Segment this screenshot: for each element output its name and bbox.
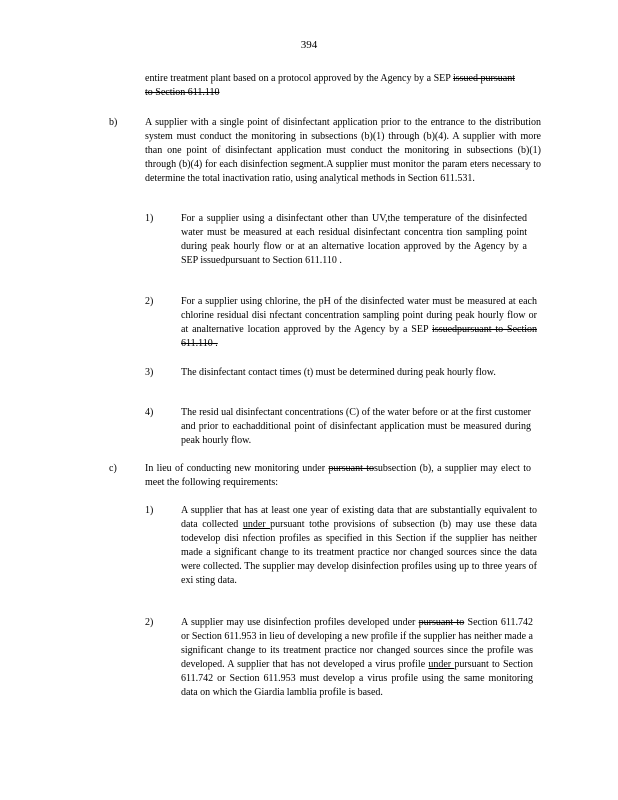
section-c-item-1-marker: 1) — [145, 505, 154, 516]
section-b-item-3-text: The disinfectant contact times (t) must be determined during peak hourly flow. — [181, 367, 496, 378]
section-b-item-2-marker: 2) — [145, 296, 154, 307]
page-number: 394 — [300, 39, 318, 51]
section-c-item-1-text-after: pursuant tothe provisions of subsection (b) may use these data todevelop disi nfection profiles as specified in this Section if the supplier has neither made a significant change to its treatment practice nor changed sources since the data were collected. The supplier may develop disinfection profiles using up to three years of exi sting data. — [181, 519, 537, 586]
section-b-marker: b) — [109, 117, 118, 128]
section-c-item-1-text-before: A supplier that has at least one year of existing data that are substantially equivalent to data collected — [181, 505, 537, 530]
section-c-item-2-text-mid: Section 611.742 or Section 611.953 in lieu of developing a new profile if the supplier has neither made a significant change to its treatment practice nor changed sources since the profile was developed. A supplier that has not developed a virus profile — [181, 617, 533, 670]
section-c-strikethrough: pursuant to — [328, 463, 374, 474]
section-c-text-before: In lieu of conducting new monitoring under — [145, 463, 329, 474]
section-b-item-1-marker: 1) — [145, 213, 154, 224]
section-b-item-4-text: The resid ual disinfectant concentrations (C) of the water before or at the first customer and prior to eachadditional point of disinfectant application must be measured during peak hourly flow. — [181, 407, 531, 446]
section-c-item-2-underline: under — [428, 659, 455, 670]
section-b-item-2-strikethrough: issuedpursuant to Section 611.110 . — [181, 324, 537, 349]
section-c-item-2-marker: 2) — [145, 617, 154, 628]
section-b-item-4-marker: 4) — [145, 407, 154, 418]
section-c-text-after: subsection (b), a supplier may elect to meet the following requirements: — [145, 463, 532, 488]
intro-paragraph — [145, 72, 515, 100]
section-b-item-3-marker: 3) — [145, 367, 154, 378]
section-b-item-2-text: For a supplier using chlorine, the pH of the disinfected water must be measured at each chlorine residual disi nfectant concentration sampling point during peak hourly flow or at analternative location approved by the Agency by a SEP — [181, 296, 537, 335]
intro-strikethrough: issued pursuant to Section 611.110 — [145, 73, 515, 98]
section-c-marker: c) — [109, 463, 117, 474]
intro-text: entire treatment plant based on a protocol approved by the Agency by a SEP — [145, 73, 453, 84]
section-b-text: A supplier with a single point of disinfectant application prior to the entrance to the distribution system must conduct the monitoring in subsections (b)(1) through (b)(4). A supplier with more than one point of disinfectant application must conduct the monitoring in subsections (b)(1) through (b)(4) for each disinfection segment.A supplier must monitor the param eters necessary to determine the total inactivation ratio, using analytical methods in Section 611.531. — [145, 117, 541, 184]
section-c-item-1-underline: under — [242, 519, 271, 530]
section-c-paragraph — [145, 462, 531, 490]
section-c-item-2-paragraph — [181, 616, 533, 700]
section-b-item-2-paragraph — [181, 295, 537, 351]
section-c-item-2-text-after: pursuant to Section 611.742 or Section 611.953 must develop a virus profile using the same monitoring data on which the Giardia lamblia profile is based. — [181, 659, 533, 698]
section-b-item-1-text: For a supplier using a disinfectant other than UV,the temperature of the disinfected water must be measured at each residual disinfectant concentra tion sampling point during peak hourly flow or at an alternative location approved by the Agency by a SEP issuedpursuant to Section 611.110 . — [181, 213, 527, 266]
section-c-item-2-strikethrough: pursuant to — [418, 617, 465, 628]
section-c-item-1-paragraph — [181, 504, 537, 588]
section-c-item-2-text-before: A supplier may use disinfection profiles developed under — [181, 617, 419, 628]
